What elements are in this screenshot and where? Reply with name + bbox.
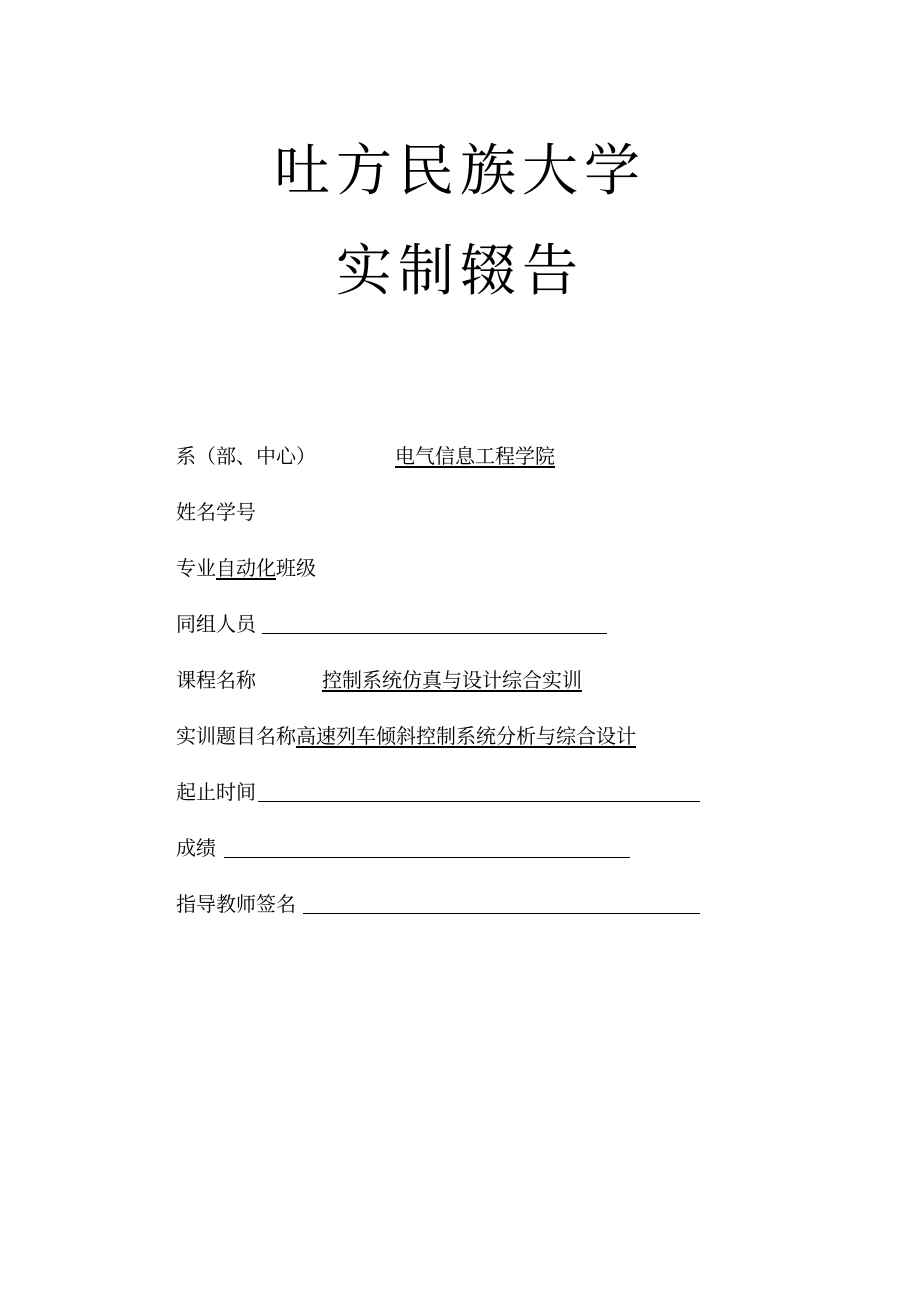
project-label: 实训题目名称 [176, 724, 296, 748]
course-value: 控制系统仿真与设计综合实训 [322, 668, 582, 692]
department-row [176, 441, 555, 471]
project-row [176, 721, 636, 751]
major-row [176, 553, 316, 583]
project-value: 高速列车倾斜控制系统分析与综合设计 [296, 724, 636, 748]
name-id-row [176, 497, 256, 527]
group-members-row [176, 609, 616, 639]
period-blank [258, 801, 700, 802]
major-label: 专业 [176, 556, 216, 580]
supervisor-signature-blank [303, 913, 700, 914]
period-label: 起止时间 [176, 780, 256, 804]
name-id-label: 姓名学号 [176, 500, 256, 524]
major-value: 自动化 [216, 556, 276, 580]
supervisor-row [176, 889, 706, 919]
group-members-label: 同组人员 [176, 612, 256, 636]
grade-label: 成绩 [176, 836, 216, 860]
course-row [176, 665, 582, 695]
class-label: 班级 [276, 556, 316, 580]
department-value: 电气信息工程学院 [395, 444, 555, 468]
grade-row [176, 833, 636, 863]
group-members-blank [262, 633, 607, 634]
course-label: 课程名称 [176, 668, 256, 692]
department-label: 系（部、中心） [176, 444, 316, 468]
report-title: 实制辍告 [336, 239, 584, 304]
period-row [176, 777, 706, 807]
grade-blank [224, 857, 630, 858]
university-title: 吐方民族大学 [274, 139, 646, 204]
supervisor-label: 指导教师签名 [176, 892, 296, 916]
